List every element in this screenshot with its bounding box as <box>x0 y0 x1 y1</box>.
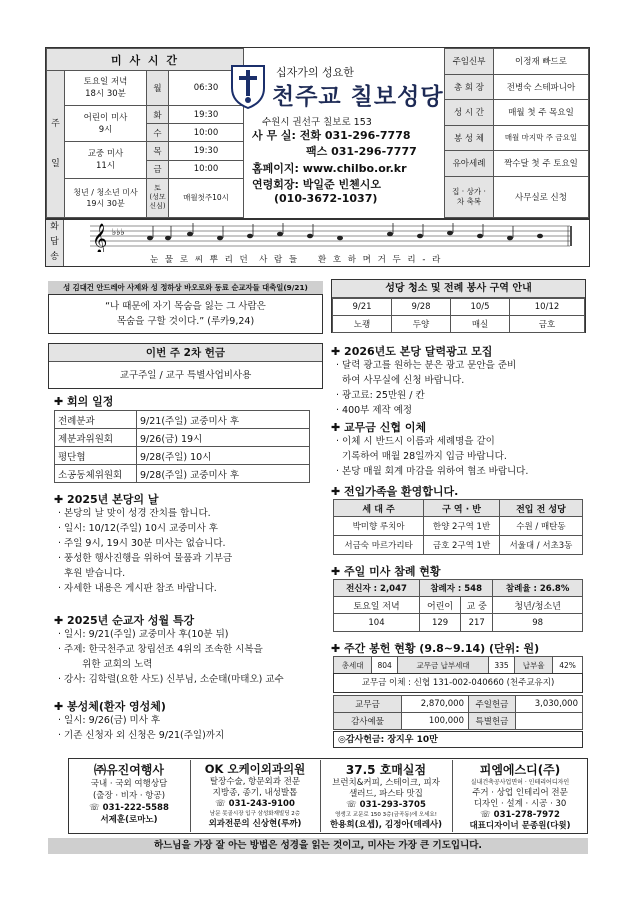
mass-row-name: 교중 미사 11시 <box>65 142 147 178</box>
offering-box <box>48 343 323 389</box>
cleaning-box <box>331 279 586 333</box>
cleaning-date: 9/21 <box>333 299 392 316</box>
meeting-name: 제분과위원회 <box>55 429 137 447</box>
church-chairman-phone: (010-3672-1037) <box>274 192 378 205</box>
mass-row-time: 19:30 <box>169 106 244 124</box>
newcomer-cell: 한양 2구역 1반 <box>424 517 500 536</box>
footer-banner: 하느님을 가장 잘 아는 방법은 성경을 읽는 것이고, 미사는 가장 큰 기도입니다. <box>48 838 588 854</box>
cleaning-date: 10/5 <box>451 299 510 316</box>
staff-value: 전병숙 스테파니아 <box>494 74 589 100</box>
church-homepage[interactable]: 홈페이지: www.chilbo.or.kr <box>252 162 407 175</box>
ad-divider <box>190 760 191 832</box>
quote-line-1: “나 때문에 자기 목숨을 잃는 그 사람은 <box>105 301 266 312</box>
church-fax: 팩스 031-296-7777 <box>306 145 417 158</box>
staff-value: 이정재 빠드로 <box>494 49 589 75</box>
meeting-when: 9/28(주일) 10시 <box>137 447 310 465</box>
offering-text: 교구주일 / 교구 특별사업비사용 <box>119 370 252 381</box>
meeting-when: 9/21(주일) 교중미사 후 <box>137 411 310 429</box>
cleaning-area: 금호 <box>510 316 585 333</box>
mass-row-day: 토 (성모신심) <box>147 178 169 217</box>
ad-divider <box>320 760 321 832</box>
psalm-side-label: 화 답 송 <box>46 220 64 266</box>
staff-value: 짝수달 첫 주 토요일 <box>494 151 589 177</box>
staff-label: 집 · 상가 · 차 축복 <box>445 176 494 217</box>
newcomer-cell: 금호 2구역 1반 <box>424 536 500 555</box>
mass-row-time: 10:00 <box>169 160 244 178</box>
ad-travel: ㈜유진여행사 국내 · 국외 여행상담 (출장 · 비자 · 항공) ☏ 031-222-5588 서제훈(로마노) <box>70 761 188 826</box>
staff-label: 봉 성 체 <box>445 125 494 151</box>
staff-label: 성 시 간 <box>445 100 494 126</box>
communion-title: ✚ 봉성체(환자 영성체) <box>54 700 166 713</box>
church-logo <box>228 60 268 110</box>
finance-cell: 주일헌금 <box>468 696 515 713</box>
cleaning-area: 두양 <box>392 316 451 333</box>
meetings-title: ✚ 회의 일정 <box>54 395 114 408</box>
svg-text:♭♭♭: ♭♭♭ <box>112 228 125 238</box>
mass-row-day: 목 <box>147 142 169 160</box>
finance-cell: 교무금 납부세대 <box>398 657 489 674</box>
cleaning-table <box>332 298 585 333</box>
ad-title: ㈜유진여행사 <box>94 763 164 777</box>
cleaning-date: 9/28 <box>392 299 451 316</box>
meeting-when: 9/26(금) 19시 <box>137 429 310 447</box>
mass-row-day: 수 <box>147 124 169 142</box>
mass-row-time: 10:00 <box>169 124 244 142</box>
ad-title: 피엠에스디(주) <box>479 763 561 777</box>
communion-body: · 일시: 9/26(금) 미사 후 · 기존 신청자 외 신청은 9/21(주일)까지 <box>58 715 225 741</box>
attendance-summary: 전신자 : 2,047 <box>334 580 420 597</box>
martyr-body: · 일시: 9/21(주일) 교중미사 후(10분 뒤) · 주제: 한국천주교 창립선조 4위의 조속한 시복을 위한 교회의 노력 · 강사: 김학렬(요한 사도) 신부님, 소순태(마태오) 교수 <box>58 629 284 685</box>
mass-row-time: 06:30 <box>169 71 244 106</box>
finance-table <box>333 656 583 674</box>
finance-cell: 감사예물 <box>334 713 402 730</box>
newcomer-cell: 박미향 루치아 <box>334 517 424 536</box>
parish-day-title: ✚ 2025년 본당의 날 <box>54 493 159 506</box>
martyr-title: ✚ 2025년 순교자 성월 특강 <box>54 614 195 627</box>
quote-box <box>48 294 323 334</box>
ad-clinic: OK 오케이외과의원 탈장수술, 항문외과 전문 지방종, 종기, 내성발톱 ☏ 031-243-9100 남문 못골시장 입구 삼성화재빌딩 2층 외과전문의 신상현(루까) <box>192 761 318 830</box>
staff-value: 매월 마지막 주 금요일 <box>494 125 589 151</box>
church-office-phone: 사 무 실: 전화 031-296-7778 <box>252 129 411 142</box>
newcomers-header: 구 역 · 반 <box>424 500 500 517</box>
meeting-name: 소공동체위원회 <box>55 465 137 483</box>
meeting-name: 평단협 <box>55 447 137 465</box>
staff-value: 매월 첫 주 목요일 <box>494 100 589 126</box>
finance-cell: 총세대 <box>334 657 372 674</box>
staff-label: 총 회 장 <box>445 74 494 100</box>
mass-schedule-table <box>46 48 244 218</box>
church-name: 천주교 칠보성당 <box>272 84 444 110</box>
mass-row-name: 어린이 미사 9시 <box>65 106 147 142</box>
finance-cell <box>515 713 582 730</box>
attendance-value: 129 <box>420 614 461 632</box>
attendance-header: 교 중 <box>461 597 493 614</box>
finance-cell: 100,000 <box>402 713 469 730</box>
mass-row-name: 청년 / 청소년 미사 19시 30분 <box>65 178 147 217</box>
finance-thanks: ◎감사헌금: 장지우 10만 <box>333 731 583 748</box>
church-subtitle: 십자가의 성요한 <box>276 66 354 79</box>
newcomer-cell: 수원 / 매탄동 <box>499 517 582 536</box>
offering-title: 이번 주 2차 헌금 <box>49 344 322 362</box>
mass-title: 미 사 시 간 <box>47 49 244 71</box>
music-staff <box>90 222 580 256</box>
finance-cell: 3,030,000 <box>515 696 582 713</box>
newcomers-table <box>333 499 583 555</box>
finance-cell: 특별헌금 <box>468 713 515 730</box>
finance-amounts-table <box>333 695 583 730</box>
staff-table <box>444 48 589 218</box>
attendance-header: 청년/청소년 <box>493 597 583 614</box>
cleaning-area: 매실 <box>451 316 510 333</box>
meetings-table <box>54 410 310 483</box>
finance-cell: 교무금 <box>334 696 402 713</box>
finance-cell: 2,870,000 <box>402 696 469 713</box>
meeting-when: 9/28(주일) 교중미사 후 <box>137 465 310 483</box>
ad-title: OK 오케이외과의원 <box>204 762 306 776</box>
mass-row-day: 화 <box>147 106 169 124</box>
ad-title: 37.5 호매실점 <box>345 763 427 777</box>
finance-transfer: 교무금 이체 : 신협 131-002-040660 (천주교유지) <box>333 673 583 693</box>
mass-side-label: 주 일 <box>47 71 65 218</box>
church-address: 수원시 권선구 칠보로 153 <box>262 117 372 128</box>
attendance-value: 98 <box>493 614 583 632</box>
ad-restaurant: 37.5 호매실점 브런치&커피, 스테이크, 피자 샐러드, 파스타 맛집 ☏ 031-293-3705 영생고 교문로 150 3층(금곡동)에 오세요! 한용희(요셉), 김정아(데레사) <box>322 761 450 831</box>
newcomers-header: 세 대 주 <box>334 500 424 517</box>
staff-label: 주임신부 <box>445 49 494 75</box>
attendance-summary: 참례자 : 548 <box>420 580 493 597</box>
cleaning-area: 노괭 <box>333 316 392 333</box>
newcomers-title: ✚ 전입가족을 환영합니다. <box>331 485 459 498</box>
staff-value: 사무실로 신청 <box>494 176 589 217</box>
dues-body: · 이체 시 반드시 이름과 세례명을 같이 기록하여 매월 28일까지 입금 바랍니다. · 본당 매월 회계 마감을 위하여 협조 바랍니다. <box>336 436 529 477</box>
finance-cell: 42% <box>553 657 583 674</box>
ad-interior: 피엠에스디(주) 실내건축공사업면허 · 인테리어디자인 주거 · 상업 인테리어 전문 디자인 · 설계 · 시공 · 30 ☏ 031-278-7972 대표디자이너 문종원(다윗) <box>454 761 586 832</box>
calendar-body: · 달력 광고를 원하는 분은 광고 문안을 준비 하여 사무실에 신청 바랍니다. · 광고료: 25만원 / 칸 · 400부 제작 예정 <box>336 360 517 416</box>
attendance-title: ✚ 주일 미사 참례 현황 <box>331 565 441 578</box>
finance-cell: 335 <box>489 657 515 674</box>
ad-divider <box>452 760 453 832</box>
cleaning-title: 성당 청소 및 전례 봉사 구역 안내 <box>332 280 585 298</box>
newcomer-cell: 서금숙 마르가리타 <box>334 536 424 555</box>
finance-cell: 804 <box>372 657 398 674</box>
mass-row-time: 19:30 <box>169 142 244 160</box>
mass-row-day: 월 <box>147 71 169 106</box>
parish-day-body: · 본당의 날 맞이 성경 잔치를 합니다. · 일시: 10/12(주일) 10시 교중미사 후 · 주일 9시, 19시 30분 미사는 없습니다. · 풍성한 행사진행을 위하여 물품과 기부금 후원 받습니다. · 자세한 내용은 게시판 참조 바랍니다. <box>58 508 233 594</box>
mass-row-time: 매월첫주10시 <box>169 178 244 217</box>
feast-header: 성 김대건 안드레아 사제와 성 정하상 바오로와 동료 순교자들 대축일(9/21) <box>48 281 323 294</box>
svg-text:𝄞: 𝄞 <box>92 224 108 252</box>
finance-title: ✚ 주간 봉헌 현황 (9.8~9.14) (단위: 원) <box>331 642 540 655</box>
attendance-value: 104 <box>334 614 420 632</box>
psalm-lyrics: 눈 물 로 씨 뿌 리 던 사 람 들 환 호 하 며 거 두 리 - 라 <box>150 255 443 265</box>
attendance-header: 토요일 저녁 <box>334 597 420 614</box>
staff-label: 유아세례 <box>445 151 494 177</box>
attendance-table <box>333 579 583 632</box>
newcomers-header: 전입 전 성당 <box>499 500 582 517</box>
cleaning-date: 10/12 <box>510 299 585 316</box>
dues-title: ✚ 교무금 신협 이체 <box>331 421 427 434</box>
meeting-name: 전례분과 <box>55 411 137 429</box>
mass-row-name: 토요일 저녁 18시 30분 <box>65 71 147 106</box>
finance-cell: 납부율 <box>514 657 552 674</box>
mass-row-day: 금 <box>147 160 169 178</box>
church-chairman: 연령회장: 박일준 빈첸시오 <box>252 178 381 191</box>
attendance-summary: 참례율 : 26.8% <box>493 580 583 597</box>
attendance-header: 어린이 <box>420 597 461 614</box>
newcomer-cell: 서울대 / 서초3동 <box>499 536 582 555</box>
attendance-value: 217 <box>461 614 493 632</box>
quote-line-2: 목숨을 구할 것이다.” (루카9,24) <box>116 316 255 327</box>
calendar-title: ✚ 2026년도 본당 달력광고 모집 <box>331 345 493 358</box>
